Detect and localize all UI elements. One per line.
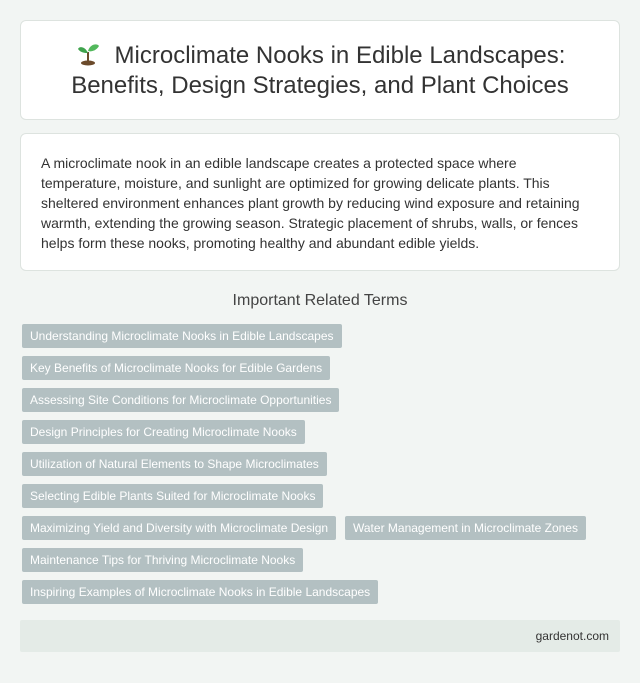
intro-card <box>20 133 620 271</box>
related-term-tag[interactable]: Design Principles for Creating Microclimate Nooks <box>22 420 305 444</box>
related-term-tag[interactable]: Selecting Edible Plants Suited for Microclimate Nooks <box>22 484 323 508</box>
related-term-tag[interactable]: Key Benefits of Microclimate Nooks for Edible Gardens <box>22 356 330 380</box>
related-term-tag[interactable]: Utilization of Natural Elements to Shape Microclimates <box>22 452 327 476</box>
related-term-tag[interactable]: Water Management in Microclimate Zones <box>345 516 586 540</box>
title-text: Microclimate Nooks in Edible Landscapes: Benefits, Design Strategies, and Plant Choices <box>71 41 569 99</box>
page-title <box>21 40 619 101</box>
related-terms-heading: Important Related Terms <box>232 292 408 309</box>
intro-paragraph: A microclimate nook in an edible landscape creates a protected space where temperature, moisture, and sunlight are optimized for growing delicate plants. This sheltered environment enhances plant growth by reducing wind exposure and retaining warmth, extending the growing season. Strategic placement of shrubs, walls, or fences helps form these nooks, promoting healthy and abundant edible yields. <box>41 155 580 251</box>
related-term-tag[interactable]: Maintenance Tips for Thriving Microclimate Nooks <box>22 548 303 572</box>
related-term-tag[interactable]: Inspiring Examples of Microclimate Nooks in Edible Landscapes <box>22 580 378 604</box>
sprout-icon <box>75 40 101 66</box>
footer <box>20 620 620 652</box>
related-term-tag[interactable]: Understanding Microclimate Nooks in Edible Landscapes <box>22 324 342 348</box>
related-term-tag[interactable]: Assessing Site Conditions for Microclimate Opportunities <box>22 388 339 412</box>
related-term-tag[interactable]: Maximizing Yield and Diversity with Microclimate Design <box>22 516 336 540</box>
title-card <box>20 20 620 120</box>
footer-site-link[interactable]: gardenot.com <box>535 629 609 643</box>
